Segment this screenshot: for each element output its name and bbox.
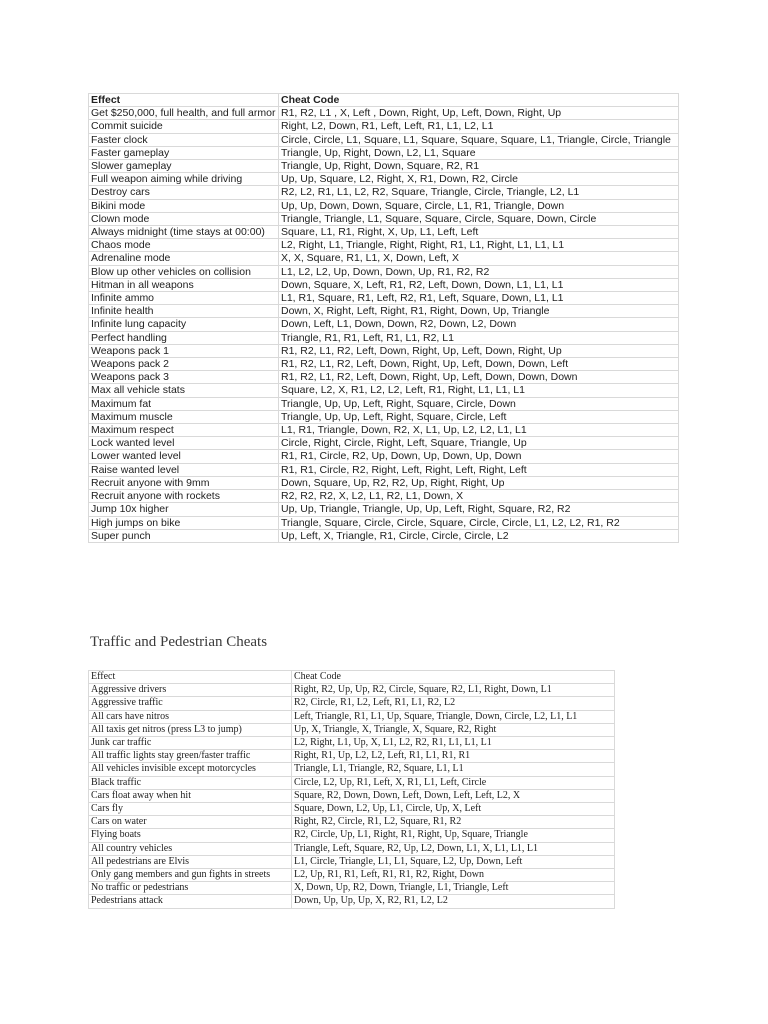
cheat-code-cell: X, Down, Up, R2, Down, Triangle, L1, Triangle, Left <box>292 882 615 895</box>
cheat-code-cell: Square, R2, Down, Down, Left, Down, Left, Left, L2, X <box>292 789 615 802</box>
effect-cell: Maximum muscle <box>89 410 279 423</box>
section-title: Traffic and Pedestrian Cheats <box>90 634 268 650</box>
effect-cell: Bikini mode <box>89 199 279 212</box>
cheat-code-cell: Triangle, R1, R1, Left, R1, L1, R2, L1 <box>279 331 679 344</box>
cheat-code-cell: Triangle, Up, Up, Left, Right, Square, Circle, Down <box>279 397 679 410</box>
table-row <box>89 882 615 895</box>
cheat-code-cell: Circle, Circle, L1, Square, L1, Square, Square, Square, L1, Triangle, Circle, Triangle <box>279 133 679 146</box>
cheat-code-cell: R1, R2, L1 , X, Left , Down, Right, Up, Left, Down, Right, Up <box>279 107 679 120</box>
cheat-code-cell: Up, Up, Down, Down, Square, Circle, L1, R1, Triangle, Down <box>279 199 679 212</box>
table-row <box>89 463 679 476</box>
table-row <box>89 450 679 463</box>
table-row <box>89 344 679 357</box>
effect-cell: Get $250,000, full health, and full armor <box>89 107 279 120</box>
cheat-code-cell: Right, R2, Up, Up, R2, Circle, Square, R2, L1, Right, Down, L1 <box>292 684 615 697</box>
cheat-code-cell: R1, R1, Circle, R2, Right, Left, Right, Left, Right, Left <box>279 463 679 476</box>
column-header-cheat-code: Cheat Code <box>292 671 615 684</box>
cheat-code-cell: L1, L2, L2, Up, Down, Down, Up, R1, R2, R2 <box>279 265 679 278</box>
table-row <box>89 855 615 868</box>
cheat-code-cell: Triangle, Triangle, L1, Square, Square, Circle, Square, Down, Circle <box>279 212 679 225</box>
table-row <box>89 490 679 503</box>
effect-cell: Lock wanted level <box>89 437 279 450</box>
effect-cell: Maximum respect <box>89 424 279 437</box>
table-row <box>89 160 679 173</box>
cheat-code-cell: Up, Left, X, Triangle, R1, Circle, Circle, Circle, L2 <box>279 529 679 542</box>
traffic-cheat-table <box>88 670 615 909</box>
cheat-code-cell: Triangle, Square, Circle, Circle, Square, Circle, Circle, L1, L2, L2, R1, R2 <box>279 516 679 529</box>
effect-cell: Blow up other vehicles on collision <box>89 265 279 278</box>
effect-cell: All vehicles invisible except motorcycles <box>89 763 292 776</box>
table-row <box>89 697 615 710</box>
cheat-code-cell: R1, R2, L1, R2, Left, Down, Right, Up, Left, Down, Down, Down <box>279 371 679 384</box>
cheat-code-cell: Triangle, Left, Square, R2, Up, L2, Down, L1, X, L1, L1, L1 <box>292 842 615 855</box>
effect-cell: All taxis get nitros (press L3 to jump) <box>89 723 292 736</box>
table-row <box>89 173 679 186</box>
table-row <box>89 763 615 776</box>
effect-cell: Destroy cars <box>89 186 279 199</box>
effect-cell: Only gang members and gun fights in streets <box>89 869 292 882</box>
table-row <box>89 133 679 146</box>
cheat-code-cell: R1, R2, L1, R2, Left, Down, Right, Up, Left, Down, Down, Left <box>279 358 679 371</box>
effect-cell: Cars on water <box>89 816 292 829</box>
effect-cell: All cars have nitros <box>89 710 292 723</box>
table-row <box>89 895 615 908</box>
table-row <box>89 146 679 159</box>
effect-cell: Junk car traffic <box>89 737 292 750</box>
table-row <box>89 842 615 855</box>
cheat-code-cell: R2, Circle, Up, L1, Right, R1, Right, Up, Square, Triangle <box>292 829 615 842</box>
effect-cell: Faster gameplay <box>89 146 279 159</box>
cheat-code-cell: Triangle, Up, Up, Left, Right, Square, Circle, Left <box>279 410 679 423</box>
cheat-code-cell: Triangle, Up, Right, Down, L2, L1, Square <box>279 146 679 159</box>
cheat-code-cell: Down, Up, Up, Up, X, R2, R1, L2, L2 <box>292 895 615 908</box>
effect-cell: Slower gameplay <box>89 160 279 173</box>
cheat-code-cell: Square, L2, X, R1, L2, L2, Left, R1, Right, L1, L1, L1 <box>279 384 679 397</box>
effect-cell: Faster clock <box>89 133 279 146</box>
cheat-code-cell: L2, Up, R1, R1, Left, R1, R1, R2, Right, Down <box>292 869 615 882</box>
effect-cell: Pedestrians attack <box>89 895 292 908</box>
effect-cell: Infinite lung capacity <box>89 318 279 331</box>
effect-cell: Aggressive traffic <box>89 697 292 710</box>
table-row <box>89 120 679 133</box>
table-row <box>89 424 679 437</box>
effect-cell: Weapons pack 2 <box>89 358 279 371</box>
effect-cell: Always midnight (time stays at 00:00) <box>89 226 279 239</box>
cheat-code-cell: R2, Circle, R1, L2, Left, R1, L1, R2, L2 <box>292 697 615 710</box>
cheat-code-cell: L1, R1, Square, R1, Left, R2, R1, Left, Square, Down, L1, L1 <box>279 292 679 305</box>
table-row <box>89 292 679 305</box>
table-row <box>89 529 679 542</box>
table-row <box>89 737 615 750</box>
effect-cell: Commit suicide <box>89 120 279 133</box>
table-row <box>89 371 679 384</box>
effect-cell: Black traffic <box>89 776 292 789</box>
table-row <box>89 789 615 802</box>
effect-cell: Super punch <box>89 529 279 542</box>
effect-cell: Cars float away when hit <box>89 789 292 802</box>
effect-cell: Chaos mode <box>89 239 279 252</box>
cheat-code-cell: R2, R2, R2, X, L2, L1, R2, L1, Down, X <box>279 490 679 503</box>
table-row <box>89 829 615 842</box>
table-row <box>89 239 679 252</box>
column-header-effect: Effect <box>89 94 279 107</box>
cheat-code-cell: R1, R1, Circle, R2, Up, Down, Up, Down, Up, Down <box>279 450 679 463</box>
cheat-code-cell: Right, R2, Circle, R1, L2, Square, R1, R2 <box>292 816 615 829</box>
table-row <box>89 318 679 331</box>
cheat-code-cell: Up, Up, Square, L2, Right, X, R1, Down, R2, Circle <box>279 173 679 186</box>
cheat-code-cell: Right, R1, Up, L2, L2, Left, R1, L1, R1, R1 <box>292 750 615 763</box>
column-header-cheat-code: Cheat Code <box>279 94 679 107</box>
table-row <box>89 226 679 239</box>
effect-cell: Full weapon aiming while driving <box>89 173 279 186</box>
column-header-effect: Effect <box>89 671 292 684</box>
table-row <box>89 278 679 291</box>
effect-cell: Flying boats <box>89 829 292 842</box>
cheat-code-cell: Down, Left, L1, Down, Down, R2, Down, L2, Down <box>279 318 679 331</box>
cheat-code-cell: R2, L2, R1, L1, L2, R2, Square, Triangle, Circle, Triangle, L2, L1 <box>279 186 679 199</box>
cheat-code-cell: L2, Right, L1, Up, X, L1, L2, R2, R1, L1, L1, L1 <box>292 737 615 750</box>
table-row <box>89 816 615 829</box>
cheat-code-cell: Down, X, Right, Left, Right, R1, Right, Down, Up, Triangle <box>279 305 679 318</box>
cheat-code-cell: X, X, Square, R1, L1, X, Down, Left, X <box>279 252 679 265</box>
cheat-code-cell: Down, Square, Up, R2, R2, Up, Right, Right, Up <box>279 476 679 489</box>
cheat-code-cell: Up, Up, Triangle, Triangle, Up, Up, Left, Right, Square, R2, R2 <box>279 503 679 516</box>
table-row <box>89 305 679 318</box>
effect-cell: Clown mode <box>89 212 279 225</box>
cheat-code-cell: L1, R1, Triangle, Down, R2, X, L1, Up, L2, L2, L1, L1 <box>279 424 679 437</box>
effect-cell: All traffic lights stay green/faster traffic <box>89 750 292 763</box>
table-row <box>89 803 615 816</box>
effect-cell: Aggressive drivers <box>89 684 292 697</box>
cheat-code-cell: Down, Square, X, Left, R1, R2, Left, Down, Down, L1, L1, L1 <box>279 278 679 291</box>
effect-cell: Perfect handling <box>89 331 279 344</box>
table-row <box>89 503 679 516</box>
table-row <box>89 384 679 397</box>
cheat-code-cell: L2, Right, L1, Triangle, Right, Right, R1, L1, Right, L1, L1, L1 <box>279 239 679 252</box>
effect-cell: Raise wanted level <box>89 463 279 476</box>
effect-cell: Jump 10x higher <box>89 503 279 516</box>
table-row <box>89 869 615 882</box>
cheat-code-cell: Circle, Right, Circle, Right, Left, Square, Triangle, Up <box>279 437 679 450</box>
table-row <box>89 212 679 225</box>
table-row <box>89 437 679 450</box>
effect-cell: Maximum fat <box>89 397 279 410</box>
table-row <box>89 199 679 212</box>
table-row <box>89 684 615 697</box>
cheat-code-cell: Circle, L2, Up, R1, Left, X, R1, L1, Left, Circle <box>292 776 615 789</box>
table-row <box>89 410 679 423</box>
effect-cell: High jumps on bike <box>89 516 279 529</box>
cheat-code-cell: Up, X, Triangle, X, Triangle, X, Square, R2, Right <box>292 723 615 736</box>
table-header-row <box>89 94 679 107</box>
table-header-row <box>89 671 615 684</box>
table-row <box>89 107 679 120</box>
table-row <box>89 776 615 789</box>
effect-cell: All pedestrians are Elvis <box>89 855 292 868</box>
effect-cell: All country vehicles <box>89 842 292 855</box>
cheat-code-cell: L1, Circle, Triangle, L1, L1, Square, L2, Up, Down, Left <box>292 855 615 868</box>
effect-cell: Max all vehicle stats <box>89 384 279 397</box>
effect-cell: Infinite ammo <box>89 292 279 305</box>
effect-cell: Weapons pack 1 <box>89 344 279 357</box>
table-row <box>89 186 679 199</box>
table-row <box>89 358 679 371</box>
table-row <box>89 710 615 723</box>
effect-cell: Recruit anyone with 9mm <box>89 476 279 489</box>
table-row <box>89 516 679 529</box>
cheat-code-cell: Triangle, Up, Right, Down, Square, R2, R1 <box>279 160 679 173</box>
cheat-code-cell: Square, Down, L2, Up, L1, Circle, Up, X, Left <box>292 803 615 816</box>
effect-cell: Weapons pack 3 <box>89 371 279 384</box>
table-row <box>89 331 679 344</box>
cheat-code-cell: Right, L2, Down, R1, Left, Left, R1, L1, L2, L1 <box>279 120 679 133</box>
cheat-table <box>88 93 679 543</box>
effect-cell: No traffic or pedestrians <box>89 882 292 895</box>
effect-cell: Lower wanted level <box>89 450 279 463</box>
effect-cell: Adrenaline mode <box>89 252 279 265</box>
table-row <box>89 252 679 265</box>
effect-cell: Recruit anyone with rockets <box>89 490 279 503</box>
table-row <box>89 750 615 763</box>
cheat-code-cell: Square, L1, R1, Right, X, Up, L1, Left, Left <box>279 226 679 239</box>
table-row <box>89 397 679 410</box>
table-row <box>89 265 679 278</box>
cheat-code-cell: Triangle, L1, Triangle, R2, Square, L1, L1 <box>292 763 615 776</box>
table-row <box>89 476 679 489</box>
effect-cell: Hitman in all weapons <box>89 278 279 291</box>
effect-cell: Cars fly <box>89 803 292 816</box>
effect-cell: Infinite health <box>89 305 279 318</box>
cheat-code-cell: R1, R2, L1, R2, Left, Down, Right, Up, Left, Down, Right, Up <box>279 344 679 357</box>
cheat-code-cell: Left, Triangle, R1, L1, Up, Square, Triangle, Down, Circle, L2, L1, L1 <box>292 710 615 723</box>
table-row <box>89 723 615 736</box>
